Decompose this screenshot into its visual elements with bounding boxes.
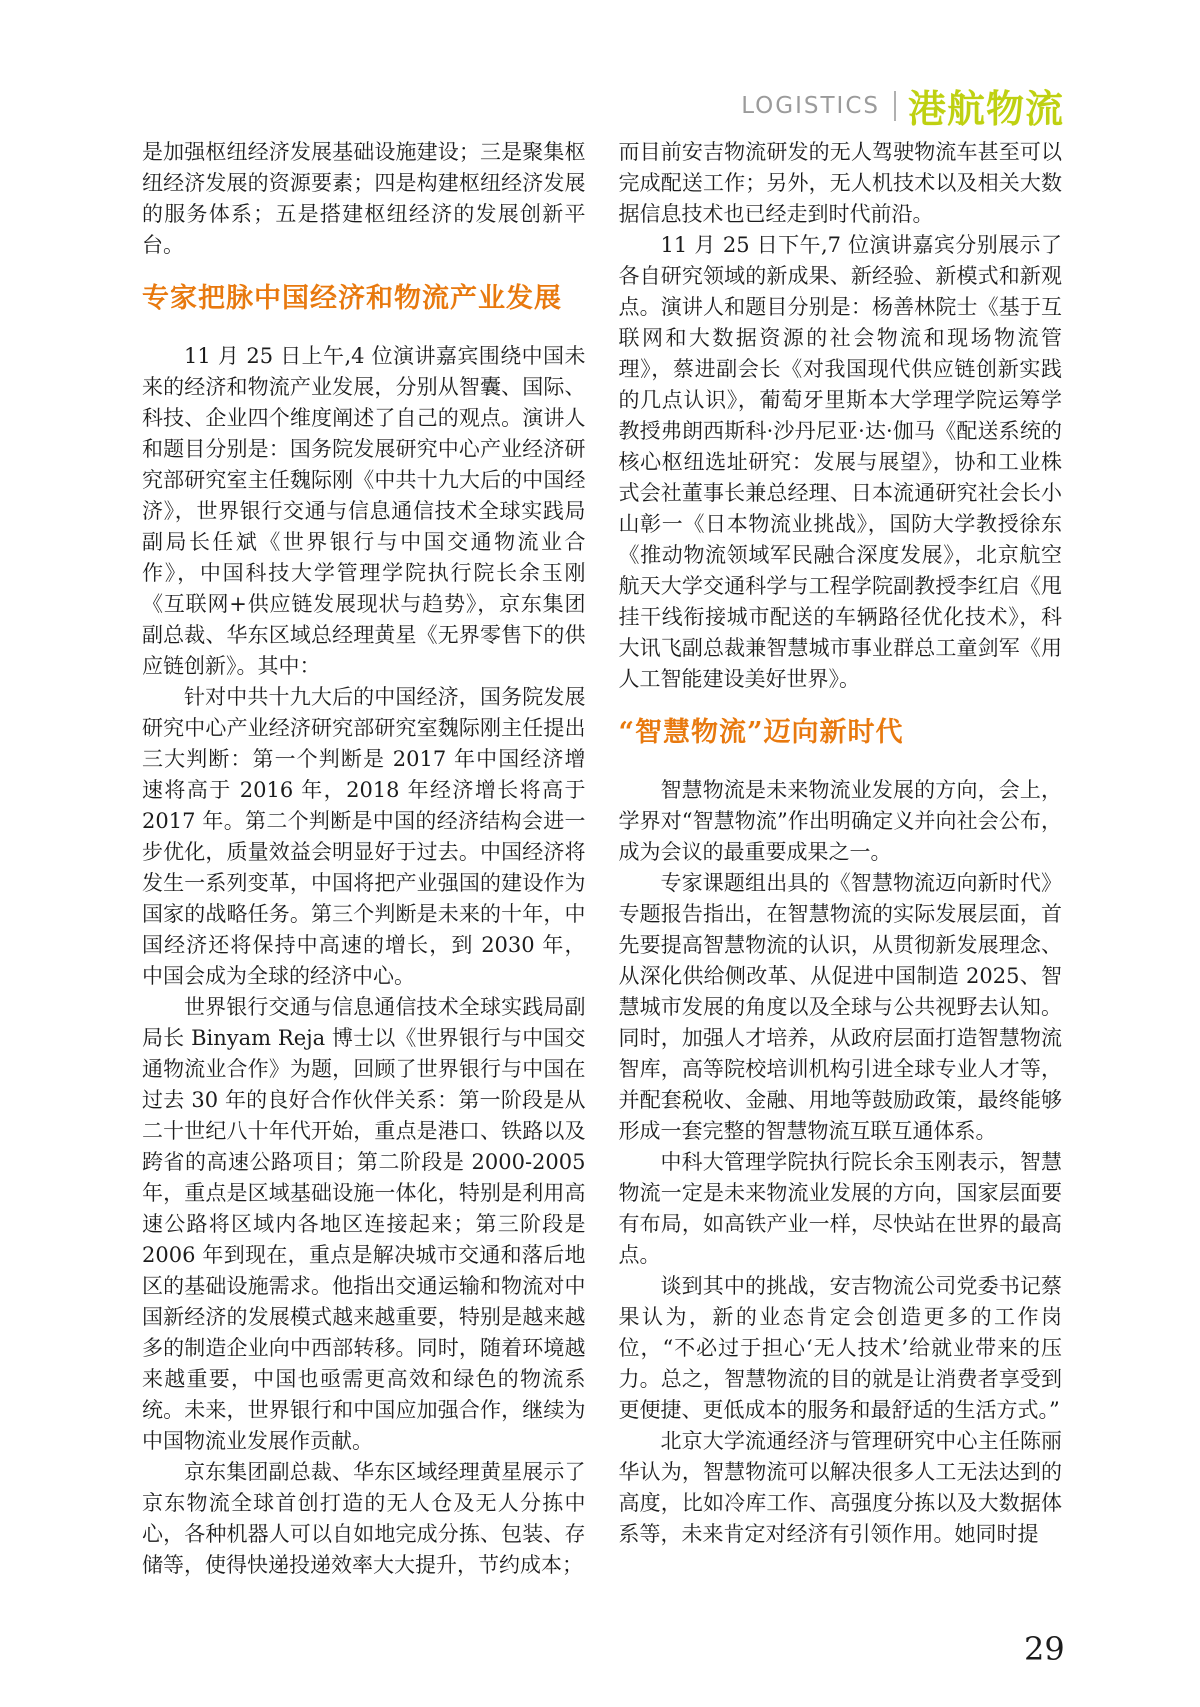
masthead-english-label: LOGISTICS	[741, 92, 880, 119]
masthead-divider	[894, 91, 896, 121]
page-number: 29	[1024, 1630, 1065, 1668]
paragraph: 谈到其中的挑战，安吉物流公司党委书记蔡果认为，新的业态肯定会创造更多的工作岗位，“不必过于担心‘无人技术’给就业带来的压力。总之，智慧物流的目的就是让消费者享受到更便捷、更低成本的服务和最舒适的生活方式。”	[618, 1274, 1062, 1422]
paragraph: 针对中共十九大后的中国经济，国务院发展研究中心产业经济研究部研究室魏际刚主任提出三大判断：第一个判断是 2017 年中国经济增速将高于 2016 年，2018 年经济增长将高于 2017 年。第二个判断是中国的经济结构会进一步优化，质量效益会明显好于过去。中国经济将发生一系列变革，中国将把产业强国的建设作为国家的战略任务。第三个判断是未来的十年，中国经济还将保持中高速的增长，到 2030 年，中国会成为全球的经济中心。	[142, 685, 586, 988]
right-column	[619, 137, 1063, 1581]
article-body	[142, 137, 1062, 1581]
section-heading: “智慧物流”迈向新时代	[618, 717, 904, 748]
paragraph: 是加强枢纽经济发展基础设施建设；三是聚集枢纽经济发展的资源要素；四是构建枢纽经济发展的服务体系；五是搭建枢纽经济的发展创新平台。	[142, 140, 586, 257]
paragraph: 世界银行交通与信息通信技术全球实践局副局长 Binyam Reja 博士以《世界银行与中国交通物流业合作》为题，回顾了世界银行与中国在过去 30 年的良好合作伙伴关系：第一阶段是从二十世纪八十年代开始，重点是港口、铁路以及跨省的高速公路项目；第二阶段是 2000-2005 年，重点是区域基础设施一体化，特别是利用高速公路将区域内各地区连接起来；第三阶段是 2006 年到现在，重点是解决城市交通和落后地区的基础设施需求。他指出交通运输和物流对中国新经济的发展模式越来越重要，特别是越来越多的制造企业向中西部转移。同时，随着环境越来越重要，中国也亟需更高效和绿色的物流系统。未来，世界银行和中国应加强合作，继续为中国物流业发展作贡献。	[142, 995, 586, 1453]
paragraph: 中科大管理学院执行院长余玉刚表示，智慧物流一定是未来物流业发展的方向，国家层面要有布局，如高铁产业一样，尽快站在世界的最高点。	[618, 1150, 1062, 1267]
left-column	[142, 137, 586, 1581]
paragraph: 北京大学流通经济与管理研究中心主任陈丽华认为，智慧物流可以解决很多人工无法达到的高度，比如冷库工作、高强度分拣以及大数据体系等，未来肯定对经济有引领作用。她同时提	[618, 1429, 1062, 1546]
masthead-section-title: 港航物流	[907, 87, 1064, 131]
paragraph: 专家课题组出具的《智慧物流迈向新时代》专题报告指出，在智慧物流的实际发展层面，首先要提高智慧物流的认识，从贯彻新发展理念、从深化供给侧改革、从促进中国制造 2025、智慧城市发展的角度以及全球与公共视野去认知。同时，加强人才培养，从政府层面打造智慧物流智库，高等院校培训机构引进全球专业人才等，并配套税收、金融、用地等鼓励政策，最终能够形成一套完整的智慧物流互联互通体系。	[618, 871, 1062, 1143]
paragraph: 而目前安吉物流研发的无人驾驶物流车甚至可以完成配送工作；另外，无人机技术以及相关大数据信息技术也已经走到时代前沿。	[618, 140, 1062, 226]
paragraph: 11 月 25 日下午,7 位演讲嘉宾分别展示了各自研究领域的新成果、新经验、新模式和新观点。演讲人和题目分别是：杨善林院士《基于互联网和大数据资源的社会物流和现场物流管理》，蔡进副会长《对我国现代供应链创新实践的几点认识》，葡萄牙里斯本大学理学院运筹学教授弗朗西斯科·沙丹尼亚·达·伽马《配送系统的核心枢纽选址研究：发展与展望》，协和工业株式会社董事长兼总经理、日本流通研究社会长小山彰一《日本物流业挑战》，国防大学教授徐东《推动物流领域军民融合深度发展》，北京航空航天大学交通科学与工程学院副教授李红启《甩挂干线衔接城市配送的车辆路径优化技术》，科大讯飞副总裁兼智慧城市事业群总工童剑军《用人工智能建设美好世界》。	[618, 233, 1062, 691]
paragraph: 智慧物流是未来物流业发展的方向，会上，学界对“智慧物流”作出明确定义并向社会公布，成为会议的最重要成果之一。	[618, 778, 1062, 864]
section-heading: 专家把脉中国经济和物流产业发展	[142, 283, 562, 314]
paragraph: 京东集团副总裁、华东区域经理黄星展示了京东物流全球首创打造的无人仓及无人分拣中心，各种机器人可以自如地完成分拣、包装、存储等，使得快递投递效率大大提升，节约成本；	[142, 1460, 586, 1577]
paragraph: 11 月 25 日上午,4 位演讲嘉宾围绕中国未来的经济和物流产业发展，分别从智囊、国际、科技、企业四个维度阐述了自己的观点。演讲人和题目分别是：国务院发展研究中心产业经济研究部研究室主任魏际刚《中共十九大后的中国经济》，世界银行交通与信息通信技术全球实践局副局长任斌《世界银行与中国交通物流业合作》，中国科技大学管理学院执行院长余玉刚《互联网+供应链发展现状与趋势》，京东集团副总裁、华东区域总经理黄星《无界零售下的供应链创新》。其中：	[142, 344, 586, 678]
masthead	[741, 78, 1064, 133]
